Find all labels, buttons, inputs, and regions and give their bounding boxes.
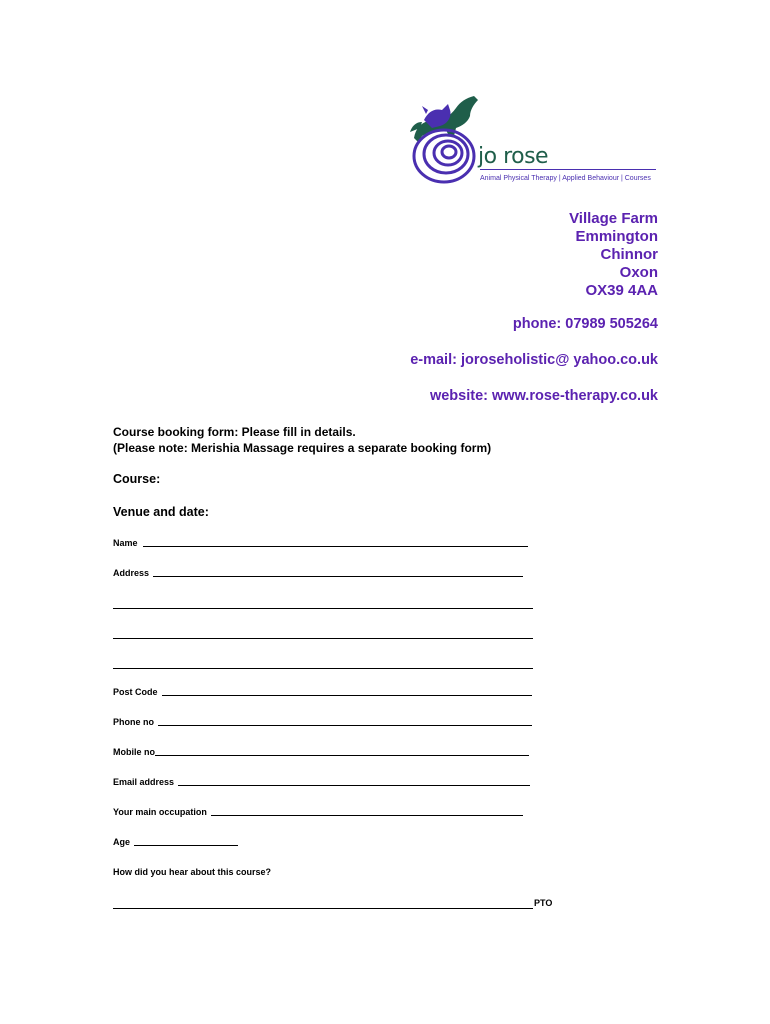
contact-website: website: www.rose-therapy.co.uk: [429, 388, 658, 404]
postcode-line[interactable]: [162, 695, 532, 696]
contact-email: e-mail: joroseholistic@ yahoo.co.uk: [410, 352, 658, 368]
address-line: Emmington: [575, 228, 658, 245]
name-field[interactable]: [113, 538, 528, 548]
address-line: Chinnor: [600, 246, 658, 263]
course-label: Course:: [113, 472, 161, 486]
address-line-2[interactable]: [113, 608, 533, 609]
address-field[interactable]: [113, 568, 523, 578]
age-label: Age: [113, 837, 131, 847]
form-intro: [113, 424, 491, 456]
referral-question: [113, 867, 271, 877]
age-line[interactable]: [134, 845, 238, 846]
occupation-field[interactable]: [113, 807, 523, 817]
address-line: Oxon: [619, 264, 658, 281]
address-line: Village Farm: [569, 210, 658, 227]
contact-phone: phone: 07989 505264: [512, 316, 658, 332]
address-line-3[interactable]: [113, 638, 533, 639]
address-block: [569, 210, 658, 300]
referral-answer-line[interactable]: [113, 908, 533, 909]
address-postcode: OX39 4AA: [585, 282, 658, 299]
postcode-label: Post Code: [113, 687, 158, 697]
pto-label: PTO: [534, 898, 553, 908]
address-line-4[interactable]: [113, 668, 533, 669]
brand-name: jo rose: [478, 144, 549, 169]
referral-label: How did you hear about this course?: [113, 867, 272, 877]
phone-label: Phone no: [113, 717, 154, 727]
form-heading: Course booking form: Please fill in details.: [113, 425, 356, 439]
postcode-field[interactable]: [113, 687, 532, 697]
brand-divider: [480, 169, 656, 170]
venue-date-label: Venue and date:: [113, 505, 209, 519]
address-line-input[interactable]: [153, 576, 523, 577]
brand-tagline: Animal Physical Therapy | Applied Behaviour | Courses: [480, 175, 651, 182]
phone-line[interactable]: [158, 725, 532, 726]
form-note: (Please note: Merishia Massage requires a separate booking form): [113, 441, 492, 455]
phone-field[interactable]: [113, 717, 532, 727]
email-field[interactable]: [113, 777, 530, 787]
name-line[interactable]: [143, 546, 528, 547]
age-field[interactable]: [113, 837, 238, 847]
name-label: Name: [113, 538, 138, 548]
logo: [404, 90, 660, 190]
mobile-line[interactable]: [155, 755, 529, 756]
horse-and-rose-icon: [404, 90, 484, 190]
occupation-label: Your main occupation: [113, 807, 207, 817]
address-label: Address: [113, 568, 150, 578]
mobile-label: Mobile no: [113, 747, 155, 757]
mobile-field[interactable]: [113, 747, 529, 757]
occupation-line[interactable]: [211, 815, 523, 816]
email-line[interactable]: [178, 785, 530, 786]
email-label: Email address: [113, 777, 175, 787]
